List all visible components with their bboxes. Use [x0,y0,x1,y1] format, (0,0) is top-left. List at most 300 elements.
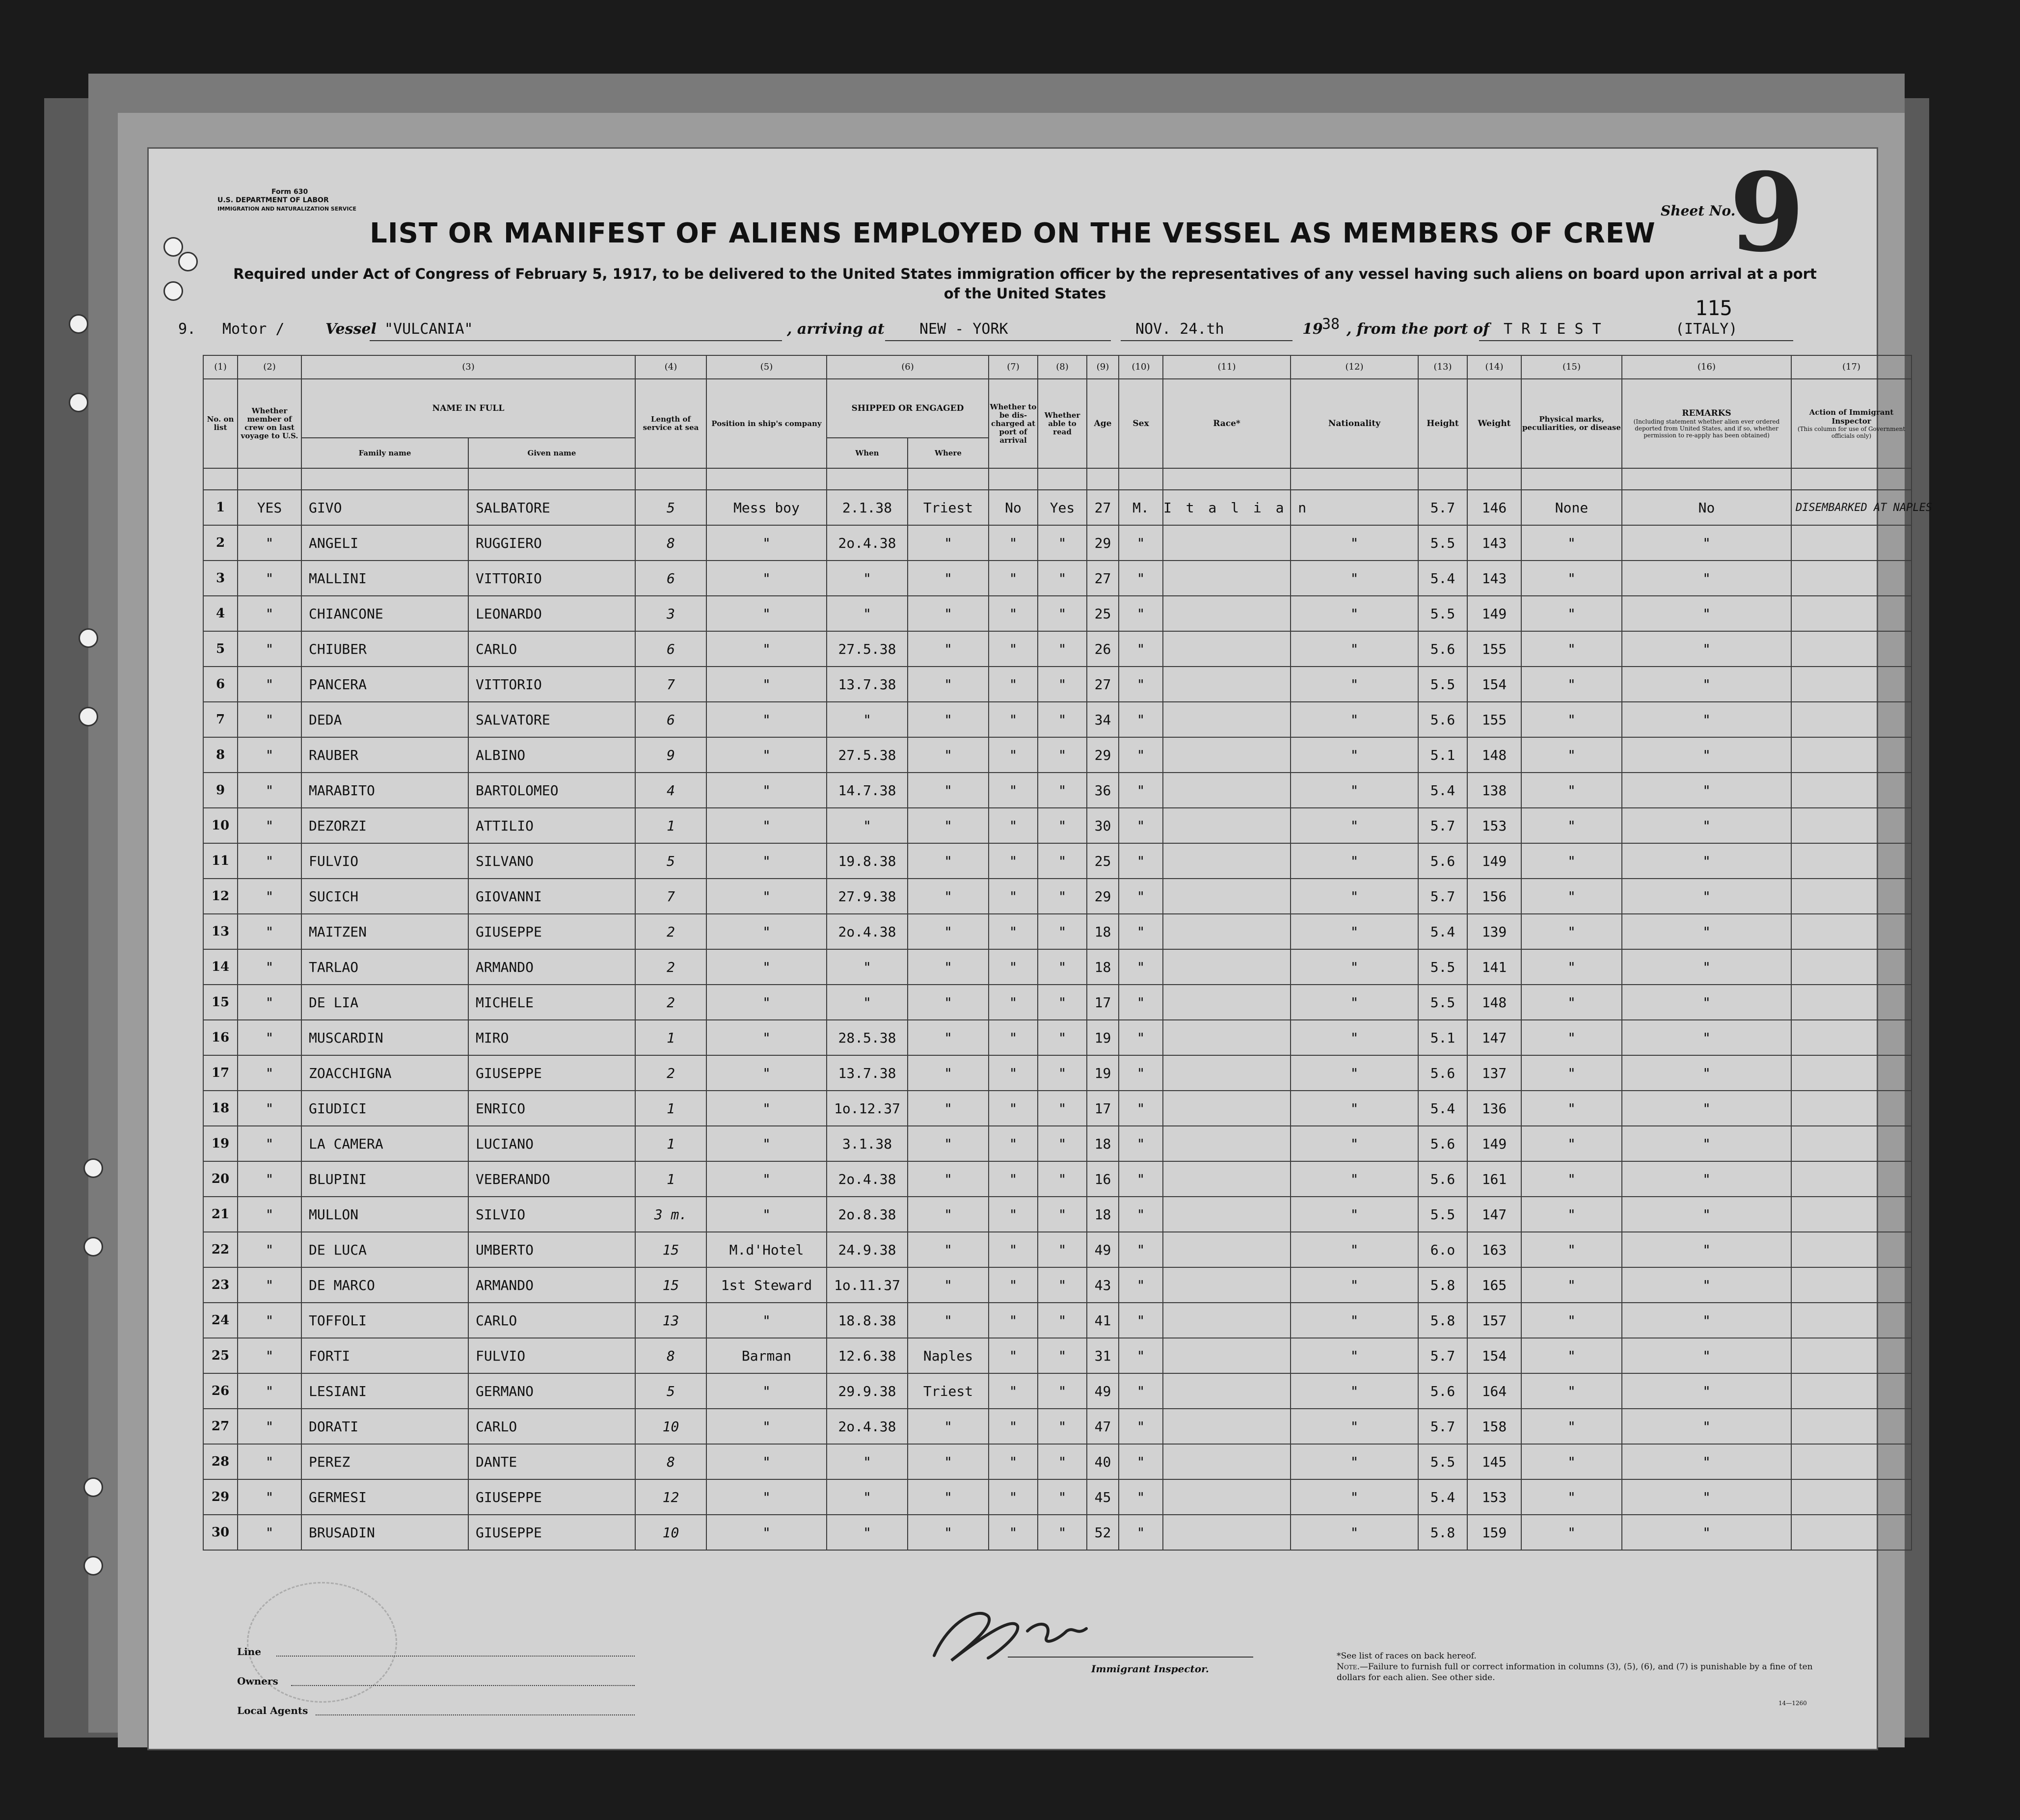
shipped-when-cell: " [827,1444,908,1479]
remarks-cell: " [1622,1479,1791,1515]
col-number: (10) [1119,355,1163,379]
vessel-name-underline [370,340,782,341]
able-to-read-cell: " [1038,1126,1087,1161]
physical-marks-cell: " [1521,914,1622,949]
weight-cell: 149 [1467,596,1521,631]
service-length-cell: 6 [635,702,706,737]
able-to-read-cell: " [1038,1020,1087,1055]
service: IMMIGRATION AND NATURALIZATION SERVICE [217,206,357,212]
remarks-cell: " [1622,985,1791,1020]
discharged-cell: " [989,596,1038,631]
row-number: 21 [203,1197,238,1232]
position-cell: " [706,1055,827,1091]
position-cell: " [706,737,827,773]
inspector-action-cell [1791,1515,1912,1550]
action-title: Action of Immigrant Inspector [1809,408,1894,426]
position-cell: " [706,808,827,843]
header-family-name: Family name [301,438,468,468]
given-name-cell: MIRO [468,1020,635,1055]
previous-voyage-cell: " [238,1091,301,1126]
row-number: 6 [203,667,238,702]
age-cell: 29 [1087,737,1119,773]
remarks-cell: " [1622,914,1791,949]
sex-cell: " [1119,1444,1163,1479]
note-text: —Failure to furnish full or correct information in columns (3), (5), (6), and (7) is punishable by a fine of ten dollars for each alien. See other side. [1337,1662,1813,1683]
shipped-where-cell: " [908,1055,989,1091]
age-cell: 30 [1087,808,1119,843]
family-name-cell: GIVO [301,490,468,525]
table-row [203,1515,1912,1550]
inspector-action-cell [1791,1409,1912,1444]
physical-marks-cell: " [1521,1020,1622,1055]
nationality-cell: " [1291,1479,1418,1515]
inspector-action-cell [1791,914,1912,949]
family-name-cell: BLUPINI [301,1161,468,1197]
sex-cell: " [1119,702,1163,737]
row-number: 24 [203,1303,238,1338]
service-length-cell: 4 [635,773,706,808]
col-number: (4) [635,355,706,379]
discharged-cell: " [989,1409,1038,1444]
shipped-when-cell: 28.5.38 [827,1020,908,1055]
department: U.S. DEPARTMENT OF LABOR [217,196,329,204]
row-number: 7 [203,702,238,737]
sex-cell: " [1119,1303,1163,1338]
shipped-when-cell: 1o.12.37 [827,1091,908,1126]
inspector-action-cell [1791,1126,1912,1161]
given-name-cell: ATTILIO [468,808,635,843]
given-name-cell: GIOVANNI [468,879,635,914]
header-name-in-full: NAME IN FULL [301,379,635,438]
family-name-cell: ZOACCHIGNA [301,1055,468,1091]
sex-cell: " [1119,631,1163,667]
inspector-action-cell [1791,879,1912,914]
able-to-read-cell: " [1038,914,1087,949]
position-cell: " [706,667,827,702]
physical-marks-cell: " [1521,525,1622,561]
physical-marks-cell: None [1521,490,1622,525]
age-cell: 29 [1087,879,1119,914]
remarks-cell: " [1622,808,1791,843]
header-height: Height [1418,379,1467,468]
weight-cell: 149 [1467,1126,1521,1161]
shipped-when-cell: 1o.11.37 [827,1267,908,1303]
shipped-where-cell: " [908,914,989,949]
position-cell: " [706,914,827,949]
discharged-cell: " [989,1197,1038,1232]
weight-cell: 145 [1467,1444,1521,1479]
previous-voyage-cell: " [238,1267,301,1303]
print-code: 14—1260 [1778,1700,1807,1707]
previous-voyage-cell: " [238,1444,301,1479]
physical-marks-cell: " [1521,737,1622,773]
table-row [203,914,1912,949]
table-row [203,596,1912,631]
weight-cell: 161 [1467,1161,1521,1197]
weight-cell: 147 [1467,1197,1521,1232]
shipped-when-cell: 13.7.38 [827,667,908,702]
sex-cell: " [1119,1267,1163,1303]
table-row [203,1373,1912,1409]
discharged-cell: " [989,1373,1038,1409]
position-cell: " [706,596,827,631]
service-length-cell: 15 [635,1232,706,1267]
able-to-read-cell: " [1038,702,1087,737]
date-underline [1121,340,1293,341]
height-cell: 5.4 [1418,1091,1467,1126]
shipped-where-cell: " [908,667,989,702]
inspector-action-cell [1791,596,1912,631]
nationality-cell: " [1291,843,1418,879]
height-cell: 5.6 [1418,1161,1467,1197]
previous-voyage-cell: " [238,1338,301,1373]
table-row [203,985,1912,1020]
position-cell: " [706,1020,827,1055]
table-row [203,631,1912,667]
penalty-note [1337,1661,1828,1683]
shipped-where-cell: " [908,1126,989,1161]
given-name-cell: UMBERTO [468,1232,635,1267]
age-cell: 27 [1087,490,1119,525]
given-name-cell: CARLO [468,1409,635,1444]
physical-marks-cell: " [1521,1444,1622,1479]
shipped-when-cell: " [827,596,908,631]
race-cell [1163,773,1291,808]
remarks-cell: " [1622,1267,1791,1303]
physical-marks-cell: " [1521,1373,1622,1409]
given-name-cell: FULVIO [468,1338,635,1373]
weight-cell: 136 [1467,1091,1521,1126]
line-field [276,1656,635,1657]
form-identifier [217,188,356,213]
nationality-cell: " [1291,1373,1418,1409]
row-number: 5 [203,631,238,667]
physical-marks-cell: " [1521,1055,1622,1091]
given-name-cell: VITTORIO [468,561,635,596]
remarks-cell: " [1622,1444,1791,1479]
sex-cell: " [1119,1020,1163,1055]
nationality-cell: " [1291,1444,1418,1479]
col-number: (5) [706,355,827,379]
shipped-when-cell: 2.1.38 [827,490,908,525]
discharged-cell: " [989,1479,1038,1515]
given-name-cell: ARMANDO [468,1267,635,1303]
family-name-cell: SUCICH [301,879,468,914]
sex-cell: " [1119,773,1163,808]
inspector-action-cell [1791,985,1912,1020]
remarks-cell: " [1622,949,1791,985]
year-prefix: 19 [1302,321,1323,338]
family-name-cell: DE LIA [301,985,468,1020]
discharged-cell: " [989,525,1038,561]
physical-marks-cell: " [1521,1479,1622,1515]
height-cell: 5.5 [1418,1197,1467,1232]
nationality-cell: " [1291,1515,1418,1550]
weight-cell: 163 [1467,1232,1521,1267]
able-to-read-cell: " [1038,1409,1087,1444]
shipped-where-cell: " [908,1303,989,1338]
weight-cell: 137 [1467,1055,1521,1091]
remarks-cell: " [1622,1126,1791,1161]
position-cell: " [706,843,827,879]
age-cell: 17 [1087,1091,1119,1126]
discharged-cell: " [989,737,1038,773]
col-number: (12) [1291,355,1418,379]
col-number: (2) [238,355,301,379]
note-prefix: Note. [1337,1662,1360,1672]
given-name-cell: GIUSEPPE [468,914,635,949]
age-cell: 18 [1087,949,1119,985]
race-cell [1163,843,1291,879]
binding-hole [69,393,88,412]
table-row [203,1020,1912,1055]
line-number: 9. [178,321,196,338]
remarks-cell: " [1622,1020,1791,1055]
weight-cell: 157 [1467,1303,1521,1338]
shipped-when-cell: 2o.4.38 [827,1409,908,1444]
discharged-cell: " [989,667,1038,702]
weight-cell: 154 [1467,667,1521,702]
discharged-cell: " [989,879,1038,914]
height-cell: 5.5 [1418,667,1467,702]
header-no-on-list: No. on list [203,379,238,468]
position-cell: " [706,1515,827,1550]
header-remarks [1622,379,1791,468]
owners-field [291,1685,635,1686]
arrival-year: 38 [1322,316,1340,333]
sex-cell: " [1119,879,1163,914]
inspector-action-cell [1791,1197,1912,1232]
previous-voyage-cell: " [238,773,301,808]
inspector-action-cell [1791,1303,1912,1338]
remarks-cell: " [1622,596,1791,631]
able-to-read-cell: " [1038,1055,1087,1091]
weight-cell: 153 [1467,808,1521,843]
previous-voyage-cell: " [238,1055,301,1091]
physical-marks-cell: " [1521,1091,1622,1126]
col-number: (8) [1038,355,1087,379]
age-cell: 16 [1087,1161,1119,1197]
shipped-where-cell: Naples [908,1338,989,1373]
table-row [203,1126,1912,1161]
position-cell: " [706,702,827,737]
table-row [203,773,1912,808]
race-cell [1163,949,1291,985]
weight-cell: 146 [1467,490,1521,525]
header-action [1791,379,1912,468]
departure-port: T R I E S T [1504,321,1601,338]
service-length-cell: 1 [635,1091,706,1126]
table-row [203,949,1912,985]
shipped-when-cell: 2o.4.38 [827,1161,908,1197]
shipped-when-cell: 3.1.38 [827,1126,908,1161]
race-cell [1163,1232,1291,1267]
position-cell: " [706,1303,827,1338]
shipped-when-cell: " [827,561,908,596]
sex-cell: " [1119,1161,1163,1197]
position-cell: " [706,1161,827,1197]
race-cell [1163,667,1291,702]
col-number: (6) [827,355,989,379]
height-cell: 5.4 [1418,914,1467,949]
height-cell: 5.6 [1418,1373,1467,1409]
family-name-cell: BRUSADIN [301,1515,468,1550]
inspector-action-cell [1791,631,1912,667]
nationality-cell: " [1291,914,1418,949]
height-cell: 5.8 [1418,1267,1467,1303]
table-row [203,879,1912,914]
weight-cell: 143 [1467,561,1521,596]
height-cell: 5.6 [1418,843,1467,879]
physical-marks-cell: " [1521,1303,1622,1338]
binding-hole [83,1556,103,1576]
discharged-cell: " [989,1303,1038,1338]
family-name-cell: DEDA [301,702,468,737]
age-cell: 45 [1087,1479,1119,1515]
service-length-cell: 9 [635,737,706,773]
inspector-action-cell [1791,1020,1912,1055]
weight-cell: 148 [1467,985,1521,1020]
inspector-action-cell [1791,561,1912,596]
shipped-where-cell: " [908,1409,989,1444]
sex-cell: " [1119,1055,1163,1091]
service-length-cell: 13 [635,1303,706,1338]
nationality-cell: " [1291,702,1418,737]
height-cell: 5.4 [1418,561,1467,596]
age-cell: 52 [1087,1515,1119,1550]
shipped-where-cell: " [908,1444,989,1479]
weight-cell: 164 [1467,1373,1521,1409]
nationality-cell: " [1291,1232,1418,1267]
row-number: 17 [203,1055,238,1091]
sex-cell: " [1119,1091,1163,1126]
remarks-cell: " [1622,879,1791,914]
shipped-where-cell: " [908,596,989,631]
shipped-where-cell: " [908,949,989,985]
table-row [203,843,1912,879]
race-cell [1163,596,1291,631]
inspector-action-cell [1791,1232,1912,1267]
table-row [203,1338,1912,1373]
header-weight: Weight [1467,379,1521,468]
shipped-where-cell: " [908,702,989,737]
height-cell: 5.4 [1418,1479,1467,1515]
service-length-cell: 2 [635,985,706,1020]
header-nationality: Nationality [1291,379,1418,468]
service-length-cell: 7 [635,667,706,702]
given-name-cell: SILVANO [468,843,635,879]
family-name-cell: TOFFOLI [301,1303,468,1338]
race-cell: I t a l i a n [1163,490,1291,525]
discharged-cell: " [989,843,1038,879]
able-to-read-cell: " [1038,1267,1087,1303]
nationality-cell: " [1291,1126,1418,1161]
remarks-cell: " [1622,525,1791,561]
discharged-cell: " [989,1444,1038,1479]
inspector-action-cell [1791,737,1912,773]
service-length-cell: 10 [635,1409,706,1444]
physical-marks-cell: " [1521,561,1622,596]
header-when: When [827,438,908,468]
previous-voyage-cell: " [238,1232,301,1267]
family-name-cell: DEZORZI [301,808,468,843]
given-name-cell: RUGGIERO [468,525,635,561]
table-row [203,1267,1912,1303]
race-cell [1163,1303,1291,1338]
service-length-cell: 10 [635,1515,706,1550]
height-cell: 5.5 [1418,525,1467,561]
discharged-cell: " [989,985,1038,1020]
physical-marks-cell: " [1521,702,1622,737]
shipped-when-cell: 2o.4.38 [827,914,908,949]
sex-cell: " [1119,1479,1163,1515]
height-cell: 5.1 [1418,1020,1467,1055]
previous-voyage-cell: " [238,879,301,914]
remarks-cell: " [1622,1161,1791,1197]
header-able-to-read: Whether able to read [1038,379,1087,468]
given-name-cell: MICHELE [468,985,635,1020]
family-name-cell: GERMESI [301,1479,468,1515]
shipped-when-cell: 2o.8.38 [827,1197,908,1232]
position-cell: " [706,1479,827,1515]
given-name-cell: LUCIANO [468,1126,635,1161]
remarks-cell: " [1622,1515,1791,1550]
service-length-cell: 2 [635,914,706,949]
height-cell: 5.7 [1418,808,1467,843]
crew-manifest-table [203,355,1933,1551]
age-cell: 18 [1087,1197,1119,1232]
nationality-cell: " [1291,1055,1418,1091]
header-shipped-or-engaged: SHIPPED OR ENGAGED [827,379,989,438]
row-number: 12 [203,879,238,914]
col-number: (1) [203,355,238,379]
table-row [203,525,1912,561]
col-number: (14) [1467,355,1521,379]
weight-cell: 155 [1467,702,1521,737]
header-member-last-voyage: Whether member of crew on last voyage to U.S. [238,379,301,468]
family-name-cell: TARLAO [301,949,468,985]
binding-hole [83,1158,103,1178]
nationality-cell: " [1291,773,1418,808]
weight-cell: 143 [1467,525,1521,561]
previous-voyage-cell: " [238,596,301,631]
inspector-action-cell [1791,949,1912,985]
inspector-action-cell [1791,808,1912,843]
height-cell: 5.7 [1418,1338,1467,1373]
discharged-cell: " [989,1055,1038,1091]
binding-hole [163,281,183,301]
physical-marks-cell: " [1521,985,1622,1020]
discharged-cell: " [989,1126,1038,1161]
able-to-read-cell: " [1038,1444,1087,1479]
nationality-cell: " [1291,1409,1418,1444]
previous-voyage-cell: " [238,737,301,773]
age-cell: 40 [1087,1444,1119,1479]
form-number: Form 630 [271,188,308,196]
header-discharged: Whether to be dis-charged at port of arrival [989,379,1038,468]
family-name-cell: MALLINI [301,561,468,596]
discharged-cell: " [989,949,1038,985]
sex-cell: " [1119,1126,1163,1161]
family-name-cell: RAUBER [301,737,468,773]
service-length-cell: 8 [635,1338,706,1373]
shipped-where-cell: " [908,1020,989,1055]
sex-cell: " [1119,1232,1163,1267]
previous-voyage-cell: " [238,525,301,561]
shipped-when-cell: " [827,985,908,1020]
weight-cell: 159 [1467,1515,1521,1550]
row-number: 28 [203,1444,238,1479]
